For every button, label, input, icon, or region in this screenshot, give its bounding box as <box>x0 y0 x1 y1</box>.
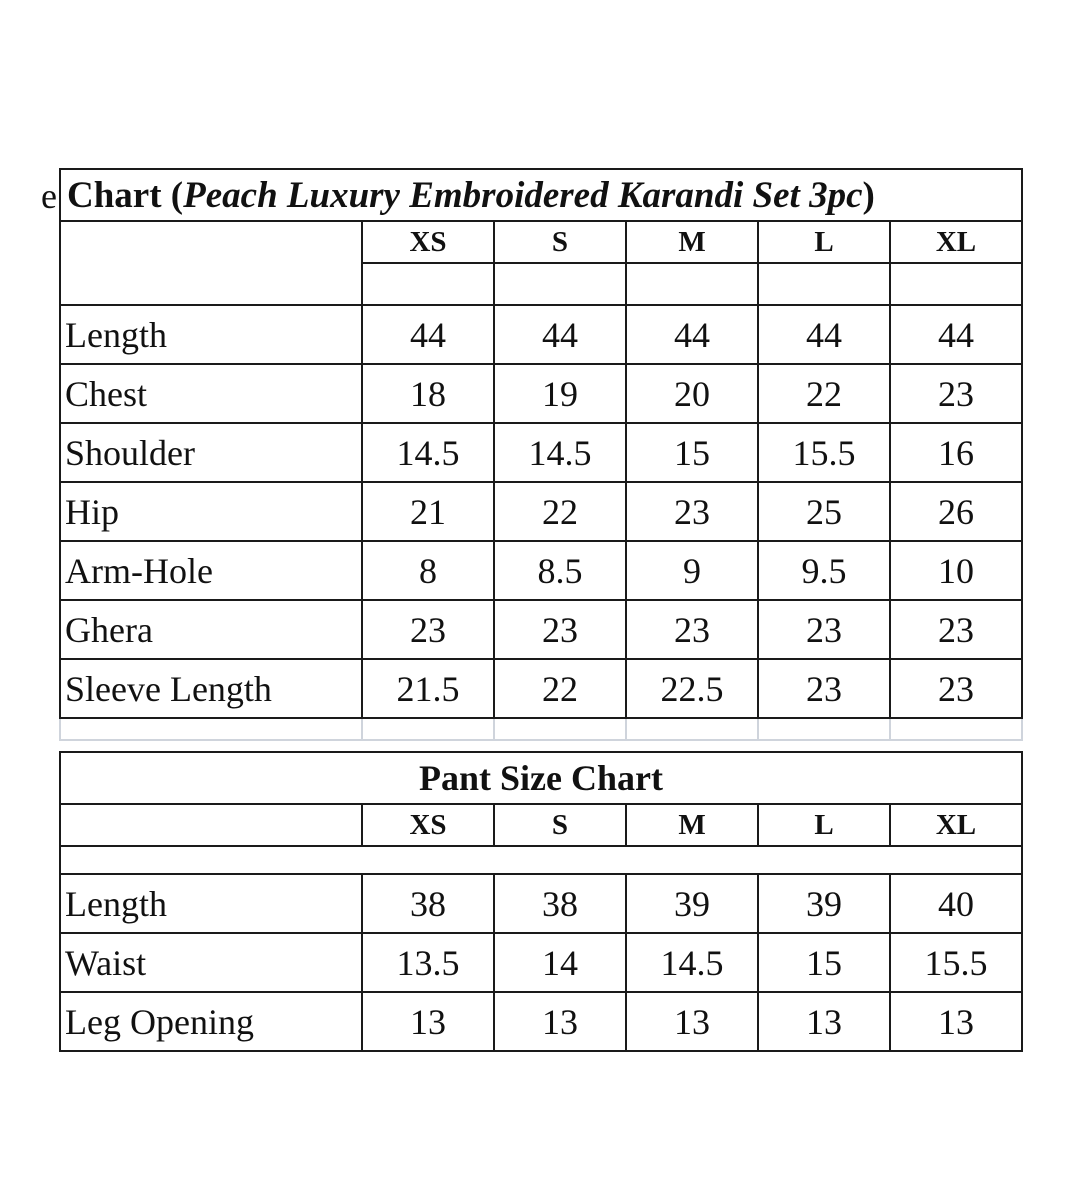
measurement-value: 38 <box>362 874 494 933</box>
measurement-value: 25 <box>758 482 890 541</box>
measurement-value: 21 <box>362 482 494 541</box>
measurement-label: Sleeve Length <box>60 659 362 718</box>
measurement-label: Leg Opening <box>60 992 362 1051</box>
measurement-label: Length <box>60 874 362 933</box>
measurement-value: 23 <box>494 600 626 659</box>
measurement-label: Shoulder <box>60 423 362 482</box>
measurement-label: Arm-Hole <box>60 541 362 600</box>
cropped-title-letter: e <box>41 176 57 216</box>
measurement-value: 13 <box>494 992 626 1051</box>
measurement-value: 14.5 <box>626 933 758 992</box>
measurement-label: Chest <box>60 364 362 423</box>
table-row <box>60 423 1022 482</box>
measurement-value: 22 <box>758 364 890 423</box>
size-header: L <box>758 221 890 263</box>
measurement-value: 9.5 <box>758 541 890 600</box>
measurement-value: 8 <box>362 541 494 600</box>
size-header: XS <box>362 804 494 846</box>
measurement-value: 44 <box>362 305 494 364</box>
measurement-value: 39 <box>758 874 890 933</box>
measurement-value: 15.5 <box>890 933 1022 992</box>
table-row <box>60 874 1022 933</box>
measurement-value: 23 <box>890 600 1022 659</box>
chart-title: Chart (Peach Luxury Embroidered Karandi Set 3pc) <box>60 169 1022 221</box>
measurement-label: Waist <box>60 933 362 992</box>
measurement-value: 13.5 <box>362 933 494 992</box>
measurement-value: 15 <box>626 423 758 482</box>
measurement-value: 9 <box>626 541 758 600</box>
measurement-value: 13 <box>758 992 890 1051</box>
measurement-value: 8.5 <box>494 541 626 600</box>
measurement-value: 38 <box>494 874 626 933</box>
size-header: XL <box>890 804 1022 846</box>
table-row <box>60 305 1022 364</box>
measurement-value: 23 <box>890 659 1022 718</box>
measurement-value: 16 <box>890 423 1022 482</box>
measurement-value: 13 <box>362 992 494 1051</box>
size-header: S <box>494 221 626 263</box>
measurement-value: 39 <box>626 874 758 933</box>
measurement-label: Ghera <box>60 600 362 659</box>
table-row <box>60 659 1022 718</box>
measurement-value: 23 <box>626 600 758 659</box>
measurement-value: 44 <box>758 305 890 364</box>
table-row <box>60 364 1022 423</box>
empty-row <box>60 846 1022 874</box>
measurement-value: 18 <box>362 364 494 423</box>
size-header: M <box>626 221 758 263</box>
measurement-value: 13 <box>626 992 758 1051</box>
size-header-row <box>60 221 1022 263</box>
pant-size-chart <box>59 751 1023 1052</box>
table-row <box>60 933 1022 992</box>
measurement-value: 13 <box>890 992 1022 1051</box>
measurement-value: 23 <box>890 364 1022 423</box>
measurement-value: 44 <box>890 305 1022 364</box>
table-row <box>60 541 1022 600</box>
measurement-value: 22 <box>494 482 626 541</box>
measurement-value: 22 <box>494 659 626 718</box>
measurement-value: 40 <box>890 874 1022 933</box>
measurement-value: 44 <box>626 305 758 364</box>
pant-chart-title: Pant Size Chart <box>60 752 1022 804</box>
size-header: S <box>494 804 626 846</box>
table-row <box>60 992 1022 1051</box>
header-blank-cell <box>60 804 362 846</box>
measurement-value: 14.5 <box>494 423 626 482</box>
size-header: XS <box>362 221 494 263</box>
measurement-value: 44 <box>494 305 626 364</box>
measurement-label: Length <box>60 305 362 364</box>
header-blank-cell <box>60 221 362 305</box>
measurement-value: 22.5 <box>626 659 758 718</box>
size-header: M <box>626 804 758 846</box>
top-size-chart <box>59 168 1023 741</box>
measurement-value: 10 <box>890 541 1022 600</box>
measurement-value: 26 <box>890 482 1022 541</box>
measurement-value: 19 <box>494 364 626 423</box>
measurement-value: 21.5 <box>362 659 494 718</box>
product-name: Peach Luxury Embroidered Karandi Set 3pc <box>183 174 863 216</box>
size-header: XL <box>890 221 1022 263</box>
separator-row <box>60 718 1022 740</box>
measurement-label: Hip <box>60 482 362 541</box>
measurement-value: 23 <box>626 482 758 541</box>
measurement-value: 14.5 <box>362 423 494 482</box>
table-row <box>60 600 1022 659</box>
measurement-value: 14 <box>494 933 626 992</box>
size-header: L <box>758 804 890 846</box>
measurement-value: 15 <box>758 933 890 992</box>
measurement-value: 20 <box>626 364 758 423</box>
measurement-value: 23 <box>758 600 890 659</box>
measurement-value: 23 <box>362 600 494 659</box>
size-header-row <box>60 804 1022 846</box>
measurement-value: 15.5 <box>758 423 890 482</box>
measurement-value: 23 <box>758 659 890 718</box>
table-row <box>60 482 1022 541</box>
